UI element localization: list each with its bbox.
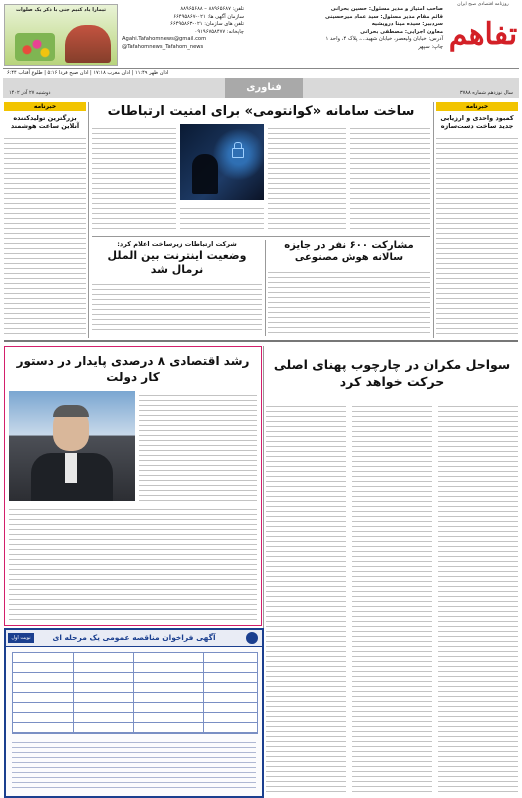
ad-table-col-divider [203, 653, 204, 733]
makran-article [266, 346, 518, 794]
lock-icon [232, 148, 244, 158]
newspaper-logo [446, 2, 520, 64]
section-title-tab [225, 78, 303, 98]
issue-date: دوشنبه ۲۷ آذر ۱۴۰۲ [9, 90, 51, 96]
main-article-col-3 [268, 124, 346, 232]
portrait-hair [53, 405, 89, 417]
logo-wordmark: تفاهم [448, 17, 518, 52]
contact-block [122, 6, 244, 64]
editor-line: آدرس: خیابان ولیعصر، خیابان شهید...، پلاک ۴، واحد ۱ [325, 36, 443, 43]
internet-kicker: شرکت ارتباطات زیرساخت اعلام کرد: [117, 240, 237, 248]
internet-article [92, 240, 262, 336]
section-title: فناوری [246, 82, 282, 93]
contact-line: تلفن های سازمان: ۰۲۱-۶۶۴۹۵۸۶۳ [170, 21, 244, 27]
ai-headline: مشارکت ۶۰۰ نفر در جایزه سالانه هوش مصنوعی [284, 240, 414, 263]
section-header [3, 78, 519, 98]
ad-table [12, 652, 258, 734]
main-headline: ساخت سامانه «کوانتومی» برای امنیت ارتباطات [107, 104, 415, 119]
left-side-column [4, 102, 86, 338]
banner-text: تیمارا یاد کنیم جنی با ذکر یک صلوات [16, 7, 106, 13]
news-label: خبرنامه [436, 102, 518, 111]
contact-line: تلفن: ۸۸۹۶۵۶۸۷ – ۸۸۹۶۵۶۸۸ [180, 6, 244, 12]
contact-line: سازمان آگهی ها: ۰۲۱-۶۶۴۹۵۸۶۷ [173, 13, 244, 20]
internet-headline: وضعیت اینترنت بین الملل نرمال شد [107, 249, 247, 276]
editor-line: معاون اجرایی: مصطفی بحرانی [360, 28, 443, 35]
right-side-column [436, 102, 518, 338]
makran-body-col-1 [266, 402, 346, 792]
lock-shackle [234, 142, 242, 149]
logo-subtitle: روزنامه اقتصادی صبح ایران [457, 2, 509, 7]
ad-body [12, 738, 256, 790]
right-article-title: کمبود واحدی و ارزیابی جدید ساخت دست‌سازه [440, 114, 514, 130]
portrait-shirt [65, 453, 77, 483]
flowers-image [15, 33, 55, 61]
company-logo-icon [246, 632, 258, 644]
main-article-col-2 [180, 204, 264, 232]
hacker-silhouette [192, 154, 218, 194]
ad-table-col-divider [73, 653, 74, 733]
section-divider [4, 340, 518, 342]
economy-article-box [4, 346, 262, 626]
ad-title: آگهی فراخوان مناقصه عمومی یک مرحله ای [52, 633, 216, 642]
news-label: خبرنامه [4, 102, 86, 111]
economy-body-full [9, 505, 257, 621]
cyber-photo [180, 124, 264, 200]
tender-advertisement[interactable] [4, 628, 264, 798]
left-article-title: بزرگترین تولیدکننده آنلاین ساعت هوشمند [10, 114, 80, 130]
ad-header [6, 630, 262, 647]
internet-body [92, 280, 262, 334]
editor-block [248, 6, 443, 64]
tulip-image [65, 25, 111, 63]
left-article-body [4, 134, 86, 334]
right-article-body [436, 134, 518, 334]
economy-headline: رشد اقتصادی ۸ درصدی پایدار در دستور کار دولت [16, 354, 250, 384]
main-article-col-4 [350, 124, 430, 232]
ad-round-label: نوبت اول [8, 633, 34, 643]
contact-line: چاپخانه: ۰۹۱۹۶۷۵۸۴۷۷ [194, 28, 244, 35]
ai-body [268, 268, 430, 334]
makran-body-col-2 [352, 402, 432, 792]
editor-line: چاپ: سپهر [418, 43, 443, 50]
prayer-times: اذان ظهر ۱۱:۴۹ | اذان مغرب ۱۷:۱۸ | اذان صبح فردا ۵:۱۶ | طلوع آفتاب ۶:۴۴ [7, 70, 169, 76]
main-article-col-1 [92, 124, 176, 232]
makran-headline: سواحل مکران در چارچوب پهنای اصلی حرکت خواهد کرد [273, 357, 511, 389]
masthead [0, 0, 522, 75]
issue-number: سال نوزدهم شماره ۳۷۸۸ [459, 90, 513, 96]
ad-table-col-divider [133, 653, 134, 733]
makran-body-col-3 [438, 402, 518, 792]
memorial-banner [4, 4, 118, 66]
economy-body-right [139, 391, 257, 501]
email-link[interactable]: Agahi.Tafahomnews@gmail.com [122, 36, 207, 42]
official-portrait [9, 391, 135, 501]
ai-article [268, 240, 430, 336]
editor-line: صاحب امتیاز و مدیر مسئول: حسین بحرانی [330, 6, 443, 12]
social-handle[interactable]: @Tafahomnews_Tafahom_news [122, 43, 204, 50]
editor-line: سردبیر: سیده مینا درویشیه [371, 21, 443, 28]
editor-line: قائم مقام مدیر مسئول: سید عماد میرحسینی [324, 13, 443, 20]
